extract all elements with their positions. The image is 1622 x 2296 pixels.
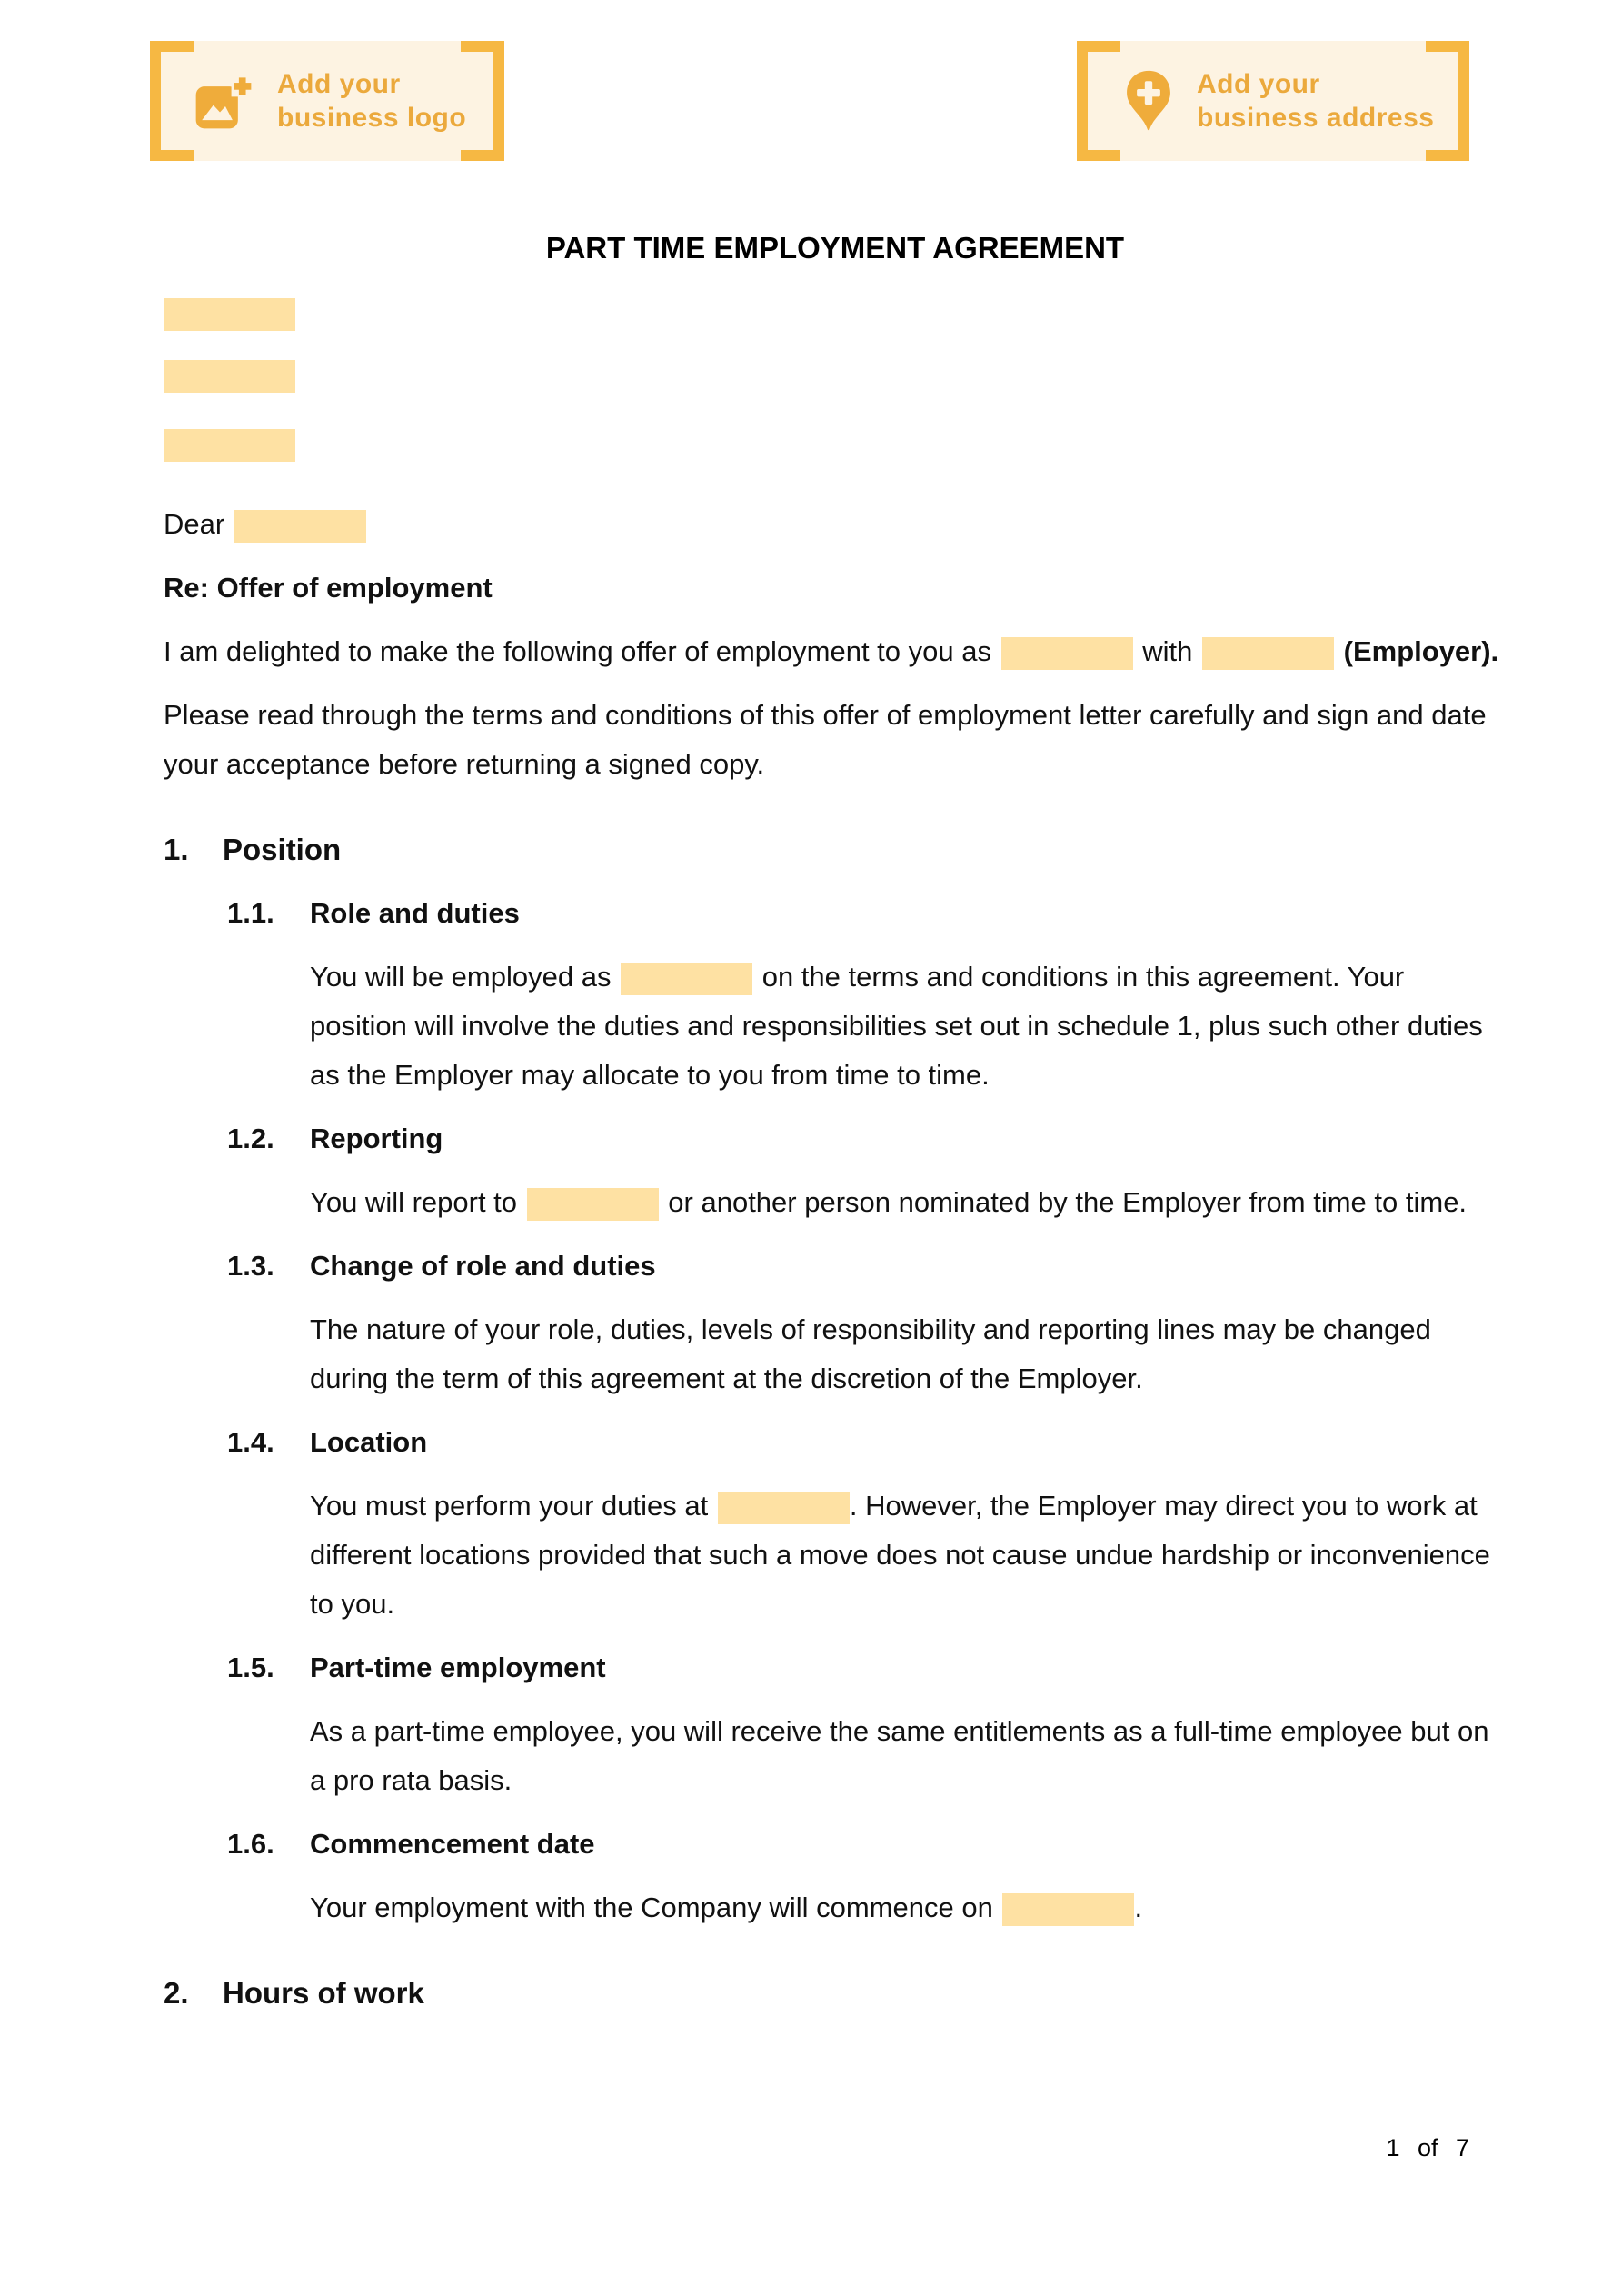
subsection-title: Part-time employment — [310, 1652, 606, 1683]
subsection-title: Change of role and duties — [310, 1250, 656, 1282]
subsection-title: Commencement date — [310, 1828, 595, 1860]
logo-box-label-line2: business logo — [277, 103, 467, 133]
page-number: 1 of 7 — [1386, 2134, 1469, 2161]
subsection-1-3-body: The nature of your role, duties, levels of responsibility and reporting lines may be changed during the term of this agreement at the discretion of the Employer. — [310, 1313, 1431, 1394]
subsection-1-2-heading — [227, 1114, 1507, 1163]
section-title: Position — [223, 833, 342, 866]
section-title: Hours of work — [223, 1976, 424, 2010]
work-location-placeholder[interactable] — [718, 1492, 850, 1524]
logo-box-label-line1: Add your — [277, 69, 401, 99]
read-through-paragraph: Please read through the terms and conditions of this offer of employment letter carefully and sign and date your acceptance before returning a signed copy. — [164, 699, 1487, 780]
section-1-heading — [164, 825, 1507, 874]
body-text: or another person nominated by the Employer from time to time. — [668, 1186, 1468, 1218]
body-text: Your employment with the Company will commence on — [310, 1892, 993, 1923]
role-placeholder[interactable] — [621, 963, 752, 995]
recipient-name-placeholder[interactable] — [234, 510, 366, 543]
body-text: You must perform your duties at — [310, 1490, 709, 1522]
body-text: on the terms and conditions in this agreement. Your position will involve the duties and responsibilities set out in schedule 1, plus such other duties as the Employer may allocate to you from time to time. — [310, 961, 1483, 1091]
offer-paragraph — [164, 627, 1507, 676]
subsection-number: 1.4. — [227, 1426, 274, 1458]
employer-bold-text: (Employer). — [1343, 635, 1499, 667]
document-body — [164, 0, 1507, 2018]
subsection-title: Location — [310, 1426, 428, 1458]
manager-name-placeholder[interactable] — [527, 1188, 659, 1221]
subsection-1-6-heading — [227, 1820, 1507, 1869]
role-placeholder[interactable] — [1001, 637, 1133, 670]
section-number: 1. — [164, 833, 189, 866]
subsection-number: 1.6. — [227, 1828, 274, 1860]
subsection-1-4-body — [310, 1482, 1504, 1629]
subsection-number: 1.2. — [227, 1123, 274, 1154]
subsection-number: 1.3. — [227, 1250, 274, 1282]
subsection-1-3-heading — [227, 1242, 1507, 1291]
section-2-heading — [164, 1969, 1507, 2018]
offer-text-with: with — [1142, 635, 1193, 667]
subsection-1-1-body — [310, 953, 1504, 1100]
subsection-title: Role and duties — [310, 897, 520, 929]
subsection-1-6-body — [310, 1883, 1504, 1932]
address-line-placeholder-1[interactable] — [164, 298, 295, 331]
commencement-date-placeholder[interactable] — [1002, 1893, 1134, 1926]
body-text: . — [1134, 1892, 1143, 1923]
subsection-1-5-body: As a part-time employee, you will receive the same entitlements as a full-time employee but on a pro rata basis. — [310, 1715, 1489, 1796]
employer-name-placeholder[interactable] — [1202, 637, 1334, 670]
document-title: PART TIME EMPLOYMENT AGREEMENT — [545, 231, 1125, 265]
address-line-placeholder-2[interactable] — [164, 360, 295, 393]
salutation-line — [164, 500, 1507, 549]
dear-label: Dear — [164, 508, 225, 540]
subsection-number: 1.1. — [227, 897, 274, 929]
offer-text-before-role: I am delighted to make the following offer of employment to you as — [164, 635, 991, 667]
address-line-placeholder-3[interactable] — [164, 429, 295, 462]
subsection-1-2-body — [310, 1178, 1504, 1227]
subsection-number: 1.5. — [227, 1652, 274, 1683]
subsection-1-1-heading — [227, 889, 1507, 938]
section-number: 2. — [164, 1976, 189, 2010]
subsection-title: Reporting — [310, 1123, 443, 1154]
re-line: Re: Offer of employment — [164, 572, 493, 604]
address-box-label-line2: business address — [1197, 103, 1435, 133]
subsection-1-5-heading — [227, 1643, 1507, 1692]
address-box-label-line1: Add your — [1197, 69, 1320, 99]
body-text: . However, the Employer may direct you to work at different locations provided that such a move does not cause undue hardship or inconvenience to you. — [310, 1490, 1490, 1620]
body-text: You will be employed as — [310, 961, 612, 993]
subsection-1-4-heading — [227, 1418, 1507, 1467]
body-text: You will report to — [310, 1186, 518, 1218]
